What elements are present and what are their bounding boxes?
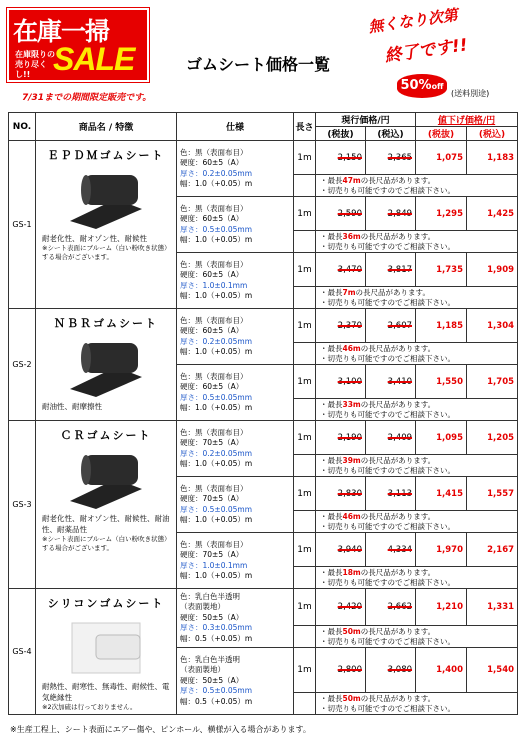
new-price-ex: 1,095	[416, 421, 467, 455]
current-price-in: 3,817	[387, 264, 413, 275]
new-price-ex: 1,550	[416, 365, 467, 399]
spec-hardness: 硬度：60±5（A）	[180, 382, 244, 391]
product-image	[66, 337, 146, 397]
new-price-in: 1,331	[467, 589, 518, 626]
new-price-ex: 1,185	[416, 309, 467, 343]
cut-info: ・切売りも可能ですのでご相談下さい。	[320, 185, 455, 195]
spec-cell	[177, 365, 294, 421]
new-price-in: 1,909	[467, 253, 518, 287]
table-row	[9, 421, 518, 455]
product-name: ＥＰＤＭゴムシート	[47, 149, 165, 162]
table-row	[9, 141, 518, 175]
spec-thickness: 厚さ：0.5±0.05mm	[180, 504, 253, 514]
spec-cell	[177, 197, 294, 253]
spec-color: 色：乳白色半透明	[180, 654, 240, 664]
spec-color: 色：黒（表面布目）	[180, 147, 248, 157]
spec-cell	[177, 648, 294, 715]
product-features: 耐油性、耐摩擦性	[42, 402, 102, 411]
spec-thickness: 厚さ：0.2±0.05mm	[180, 448, 253, 458]
length-cell: 1m	[294, 365, 316, 399]
product-note: ※2次加硫は行っておりません。	[42, 703, 137, 711]
new-price-ex: 1,970	[416, 533, 467, 567]
stock-info	[316, 693, 518, 715]
spec-thickness: 厚さ：0.5±0.05mm	[180, 224, 253, 234]
spec-thickness: 厚さ：0.2±0.05mm	[180, 168, 253, 178]
current-price-in: 2,409	[387, 432, 413, 443]
current-price-in: 2,365	[387, 152, 413, 163]
col-discount-price: 値下げ価格/円	[416, 113, 518, 127]
current-price-in: 3,410	[387, 376, 413, 387]
new-price-in: 1,705	[467, 365, 518, 399]
stock-length: ・最長36mの長尺品があります。	[320, 231, 436, 241]
spec-hardness: 硬度：60±5（A）	[180, 326, 244, 335]
col-spec: 仕様	[177, 113, 294, 141]
spec-hardness: 硬度：60±5（A）	[180, 214, 244, 223]
new-price-in: 1,425	[467, 197, 518, 231]
spec-hardness: 硬度：70±5（A）	[180, 438, 244, 447]
product-note: ※シート表面にブルーム（白い粉吹き状態）する場合がございます。	[42, 244, 171, 261]
length-cell: 1m	[294, 253, 316, 287]
product-features: 耐老化性、耐オゾン性、耐候性	[42, 234, 147, 243]
new-price-ex: 1,400	[416, 648, 467, 693]
stock-length: ・最長50mの長尺品があります。	[320, 693, 436, 703]
discount-badge	[397, 74, 447, 98]
product-image	[66, 169, 146, 229]
product-no: GS-3	[9, 421, 36, 589]
product-cell	[36, 589, 177, 715]
length-cell: 1m	[294, 197, 316, 231]
stock-info	[316, 567, 518, 589]
col-no: NO.	[9, 113, 36, 141]
new-price-ex: 1,075	[416, 141, 467, 175]
current-price-in: 3,113	[387, 488, 413, 499]
col-new-in: (税込)	[467, 127, 518, 141]
product-cell	[36, 309, 177, 421]
discount-suffix: off	[431, 82, 444, 91]
spec-thickness: 厚さ：0.3±0.05mm	[180, 623, 253, 633]
col-cur-ex: (税抜)	[316, 127, 366, 141]
product-no: GS-4	[9, 589, 36, 715]
new-price-in: 1,205	[467, 421, 518, 455]
sale-line1: 在庫一掃	[13, 17, 110, 46]
price-table	[8, 112, 518, 715]
new-price-ex: 1,210	[416, 589, 467, 626]
product-name: ＮＢＲゴムシート	[54, 317, 158, 330]
new-price-in: 2,167	[467, 533, 518, 567]
shipping-note: (送料別途)	[451, 89, 490, 98]
spec-width: 幅：1.0（+0.05）m	[180, 179, 253, 188]
current-price-in: 4,334	[387, 544, 413, 555]
stock-info	[316, 287, 518, 309]
spec-width: 幅：1.0（+0.05）m	[180, 291, 253, 300]
cut-info: ・切売りも可能ですのでご相談下さい。	[320, 521, 455, 531]
stock-info	[316, 175, 518, 197]
spec-hardness: 硬度：50±5（A）	[180, 675, 244, 685]
stock-length: ・最長46mの長尺品があります。	[320, 511, 436, 521]
length-cell: 1m	[294, 648, 316, 693]
sale-word: SALE	[53, 41, 135, 77]
discount-value: 50%	[400, 78, 432, 93]
spec-width: 幅：1.0（+0.05）m	[180, 403, 253, 412]
spec-color: 色：黒（表面布目）	[180, 539, 248, 549]
new-price-in: 1,304	[467, 309, 518, 343]
current-price-ex: 2,800	[337, 665, 362, 675]
stock-info	[316, 231, 518, 253]
stamp-line2: 終了です!!	[383, 35, 469, 67]
cut-info: ・切売りも可能ですのでご相談下さい。	[320, 703, 455, 713]
stock-length: ・最長7mの長尺品があります。	[320, 287, 430, 297]
current-price-ex: 2,370	[337, 320, 362, 331]
current-price-ex: 2,150	[337, 152, 362, 163]
stock-length: ・最長18mの長尺品があります。	[320, 567, 436, 577]
stamp-line1: 無くなり次第	[367, 5, 459, 37]
product-cell	[36, 141, 177, 309]
stock-info	[316, 626, 518, 648]
product-features: 耐老化性、耐オゾン性、耐候性、耐油性、耐薬品性	[42, 514, 170, 534]
col-length: 長さ	[294, 113, 316, 141]
cut-info: ・切売りも可能ですのでご相談下さい。	[320, 241, 455, 251]
length-cell: 1m	[294, 421, 316, 455]
spec-thickness: 厚さ：0.5±0.05mm	[180, 392, 253, 402]
product-image	[66, 617, 146, 677]
product-image	[66, 449, 146, 509]
spec-thickness: 厚さ：1.0±0.1mm	[180, 280, 248, 290]
col-current-price: 現行価格/円	[316, 113, 416, 127]
header	[0, 0, 525, 118]
col-product: 商品名 / 特徴	[36, 113, 177, 141]
spec-width: 幅：1.0（+0.05）m	[180, 515, 253, 524]
spec-cell	[177, 141, 294, 197]
length-cell: 1m	[294, 589, 316, 626]
spec-cell	[177, 589, 294, 648]
spec-color: 色：黒（表面布目）	[180, 259, 248, 269]
cut-info: ・切売りも可能ですのでご相談下さい。	[320, 353, 455, 363]
stock-length: ・最長33mの長尺品があります。	[320, 399, 436, 409]
length-cell: 1m	[294, 309, 316, 343]
spec-thickness: 厚さ：0.5±0.05mm	[180, 686, 253, 696]
spec-width: 幅：1.0（+0.05）m	[180, 235, 253, 244]
table-row	[9, 589, 518, 626]
current-price-ex: 3,100	[337, 376, 362, 387]
current-price-ex: 3,470	[337, 264, 362, 275]
spec-color: 色：乳白色半透明	[180, 591, 240, 601]
product-no: GS-1	[9, 141, 36, 309]
spec-color-note: （表面製地）	[180, 602, 225, 612]
stock-info	[316, 455, 518, 477]
spec-width: 幅：1.0（+0.05）m	[180, 571, 253, 580]
product-cell	[36, 421, 177, 589]
new-price-ex: 1,295	[416, 197, 467, 231]
spec-cell	[177, 421, 294, 477]
cut-info: ・切売りも可能ですのでご相談下さい。	[320, 409, 455, 419]
new-price-in: 1,540	[467, 648, 518, 693]
sale-banner	[7, 8, 149, 82]
spec-width: 幅：0.5（+0.05）m	[180, 696, 253, 706]
current-price-in: 3,080	[387, 665, 413, 675]
stock-length: ・最長46mの長尺品があります。	[320, 343, 436, 353]
sale-period: 7/31までの期間限定販売です。	[22, 93, 152, 103]
product-name: ＣＲゴムシート	[60, 429, 152, 442]
spec-color: 色：黒（表面布目）	[180, 483, 248, 493]
spec-cell	[177, 253, 294, 309]
current-price-in: 2,849	[387, 208, 413, 219]
table-row	[9, 309, 518, 343]
spec-color: 色：黒（表面布目）	[180, 315, 248, 325]
stock-info	[316, 511, 518, 533]
sale-line2: 在庫限りの売り尽くし!!	[15, 50, 55, 79]
current-price-in: 2,607	[387, 320, 413, 331]
spec-hardness: 硬度：70±5（A）	[180, 550, 244, 559]
stock-info	[316, 399, 518, 421]
spec-cell	[177, 533, 294, 589]
col-cur-in-tax: (税込)	[366, 127, 416, 141]
col-new-ex: (税抜)	[416, 127, 467, 141]
current-price-ex: 2,590	[337, 208, 362, 219]
spec-cell	[177, 477, 294, 533]
footer-note: ※生産工程上、シート表面にエアー傷や、ピンホール、横様が入る場合があります。	[10, 725, 311, 734]
product-name: シリコンゴムシート	[47, 597, 165, 610]
new-price-in: 1,557	[467, 477, 518, 511]
cut-info: ・切売りも可能ですのでご相談下さい。	[320, 297, 455, 307]
current-price-in: 2,662	[387, 602, 413, 612]
spec-thickness: 厚さ：0.2±0.05mm	[180, 336, 253, 346]
product-note: ※シート表面にブルーム（白い粉吹き状態）する場合がございます。	[42, 535, 171, 552]
page-title: ゴムシート価格一覧	[186, 55, 331, 74]
length-cell: 1m	[294, 477, 316, 511]
current-price-ex: 2,830	[337, 488, 362, 499]
stock-length: ・最長47mの長尺品があります。	[320, 175, 436, 185]
spec-color: 色：黒（表面布目）	[180, 203, 248, 213]
new-price-ex: 1,415	[416, 477, 467, 511]
sold-out-stamp	[360, 6, 478, 68]
length-cell: 1m	[294, 533, 316, 567]
cut-info: ・切売りも可能ですのでご相談下さい。	[320, 636, 455, 646]
new-price-ex: 1,735	[416, 253, 467, 287]
spec-width: 幅：1.0（+0.05）m	[180, 459, 253, 468]
product-features: 耐熱性、耐寒性、無毒性、耐候性、電気絶縁性	[42, 682, 170, 702]
spec-color-note: （表面製地）	[180, 665, 225, 675]
cut-info: ・切売りも可能ですのでご相談下さい。	[320, 465, 455, 475]
cut-info: ・切売りも可能ですのでご相談下さい。	[320, 577, 455, 587]
spec-thickness: 厚さ：1.0±0.1mm	[180, 560, 248, 570]
stock-length: ・最長50mの長尺品があります。	[320, 626, 436, 636]
product-no: GS-2	[9, 309, 36, 421]
spec-hardness: 硬度：50±5（A）	[180, 612, 244, 622]
spec-width: 幅：1.0（+0.05）m	[180, 347, 253, 356]
spec-color: 色：黒（表面布目）	[180, 371, 248, 381]
stock-info	[316, 343, 518, 365]
new-price-in: 1,183	[467, 141, 518, 175]
length-cell: 1m	[294, 141, 316, 175]
current-price-ex: 3,940	[337, 544, 362, 555]
current-price-ex: 2,420	[337, 602, 362, 612]
spec-color: 色：黒（表面布目）	[180, 427, 248, 437]
spec-hardness: 硬度：70±5（A）	[180, 494, 244, 503]
spec-width: 幅：0.5（+0.05）m	[180, 633, 253, 643]
spec-cell	[177, 309, 294, 365]
spec-hardness: 硬度：60±5（A）	[180, 158, 244, 167]
current-price-ex: 2,190	[337, 432, 362, 443]
spec-hardness: 硬度：60±5（A）	[180, 270, 244, 279]
stock-length: ・最長39mの長尺品があります。	[320, 455, 436, 465]
